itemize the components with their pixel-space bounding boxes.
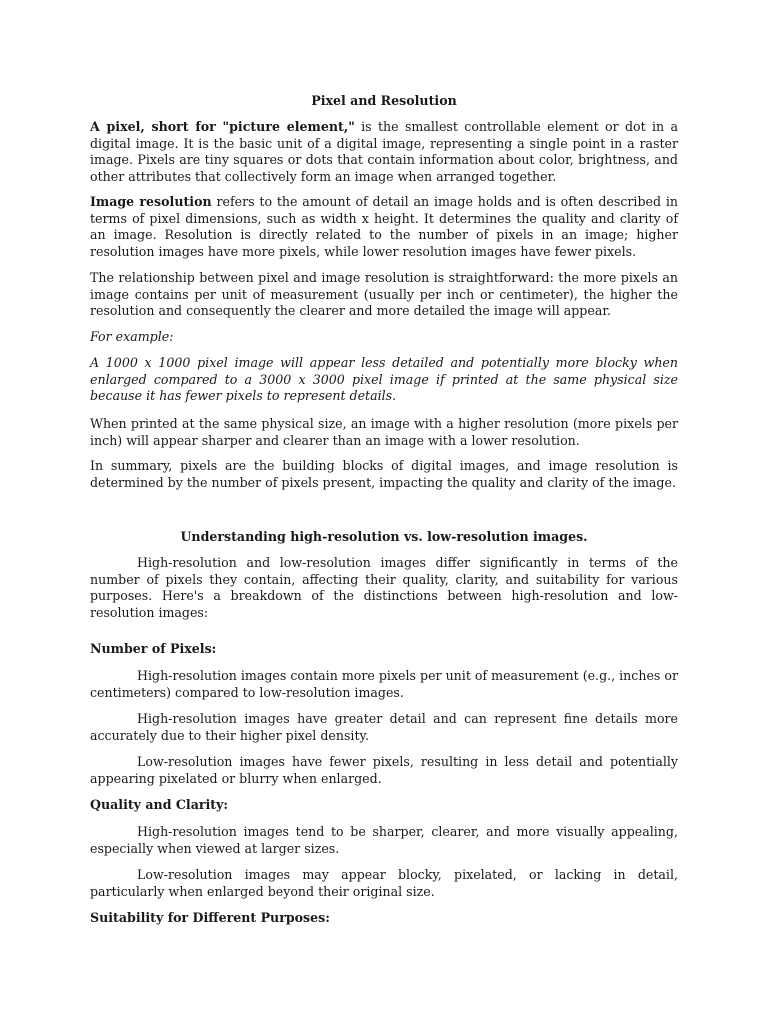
resolution-definition-text: refers to the amount of detail an image holds and is often described in terms of pixel dimensions, such as width x height. It determines the quality and clarity of an image. Resolution is directly related to the number of pixels in an image; higher resolution images have more pixels, while lower resolution images have fewer pixels. bbox=[90, 194, 678, 259]
pixel-definition-text: is the smallest controllable element or dot in a digital image. It is the basic unit of a digital image, representing a single point in a raster image. Pixels are tiny squares or dots that contain information about color, brightness, and other attributes that collectively form an image when arranged together. bbox=[90, 119, 679, 184]
document-title: Pixel and Resolution bbox=[311, 93, 457, 108]
example-text: A 1000 x 1000 pixel image will appear less detailed and potentially more blocky when enlarged compared to a 3000 x 3000 pixel image if printed at the same physical size because it has fewer pixels to represent details. bbox=[90, 355, 678, 404]
quality-point-1: High-resolution images tend to be sharper, clearer, and more visually appealing, especially when viewed at larger sizes. bbox=[90, 824, 678, 856]
paragraph-printed-size: When printed at the same physical size, an image with a higher resolution (more pixels per inch) will appear sharper and clearer than an image with a lower resolution. bbox=[90, 416, 678, 448]
pixels-point-2: High-resolution images have greater detail and can represent fine details more accurately due to their higher pixel density. bbox=[90, 711, 678, 743]
pixel-lead-term: A pixel, short for "picture element," bbox=[90, 119, 355, 134]
pixels-point-3: Low-resolution images have fewer pixels, resulting in less detail and potentially appearing pixelated or blurry when enlarged. bbox=[90, 754, 678, 786]
resolution-lead-term: Image resolution bbox=[90, 194, 212, 209]
heading-suitability: Suitability for Different Purposes: bbox=[90, 910, 330, 925]
paragraph-image-resolution bbox=[90, 194, 678, 260]
heading-number-of-pixels: Number of Pixels: bbox=[90, 641, 217, 656]
heading-quality-and-clarity: Quality and Clarity: bbox=[90, 797, 229, 812]
paragraph-summary: In summary, pixels are the building blocks of digital images, and image resolution is determined by the number of pixels present, impacting the quality and clarity of the image. bbox=[90, 458, 678, 490]
section-title: Understanding high-resolution vs. low-resolution images. bbox=[180, 529, 588, 544]
example-label: For example: bbox=[90, 329, 174, 344]
paragraph-relationship: The relationship between pixel and image resolution is straightforward: the more pixels an image contains per unit of measurement (usually per inch or centimeter), the higher the resolution and consequently the clearer and more detailed the image will appear. bbox=[90, 270, 678, 319]
section-intro: High-resolution and low-resolution images differ significantly in terms of the number of pixels they contain, affecting their quality, clarity, and suitability for various purposes. Here's a breakdown of the distinctions between high-resolution and low-resolution images: bbox=[90, 555, 678, 620]
pixels-point-1: High-resolution images contain more pixels per unit of measurement (e.g., inches or centimeters) compared to low-resolution images. bbox=[90, 668, 678, 700]
quality-point-2: Low-resolution images may appear blocky, pixelated, or lacking in detail, particularly when enlarged beyond their original size. bbox=[90, 867, 678, 899]
paragraph-pixel-definition bbox=[90, 119, 678, 185]
